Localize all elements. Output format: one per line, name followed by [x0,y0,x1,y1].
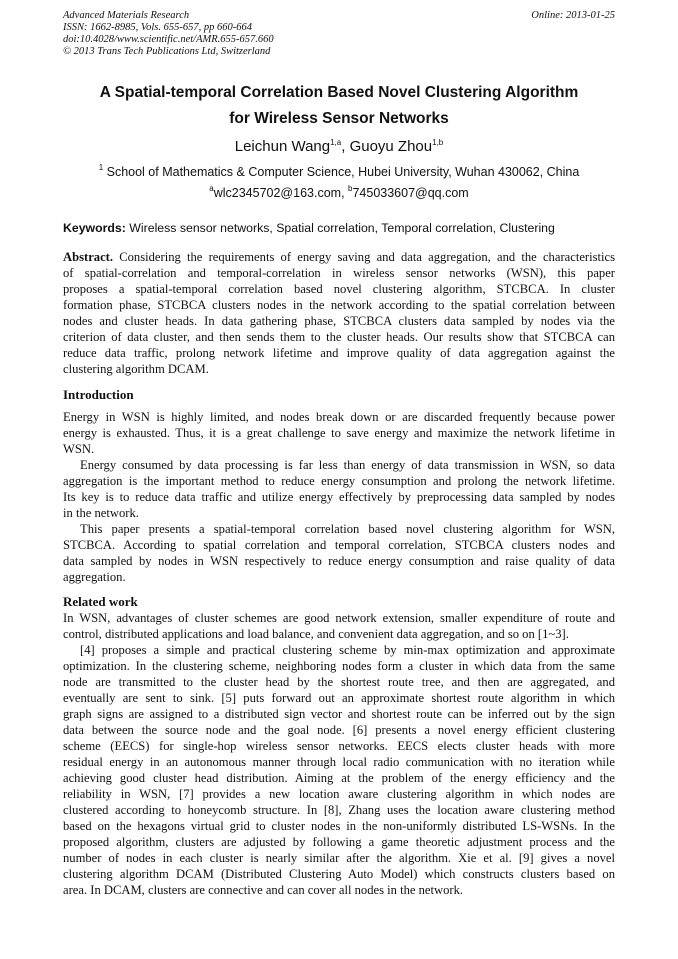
line-text: in the network. [63,506,139,520]
emails [0,184,678,200]
text-line [63,882,615,898]
introduction-heading: Introduction [63,387,134,402]
line-text: scheme (EECS) for single-hop wireless sensor networks. EECS elects cluster heads with more [63,739,615,753]
text-line [63,658,615,674]
text-line [63,754,615,770]
text-line [63,537,615,553]
line-text: residual energy in an autonomous manner through local radio communication with no iteration while [63,755,615,769]
email-b[interactable]: 745033607@qq.com [352,186,469,200]
author-sep: , [341,138,350,155]
online-date: Online: 2013-01-25 [531,10,615,21]
text-line [63,473,615,489]
line-text: aggregation is the important method to reduce energy consumption and prolong the network lifetime. [63,474,615,488]
text-line [63,361,615,377]
line-text: achieving good cluster head distribution. Aiming at the problem of the energy efficiency and the [63,771,615,785]
journal-header [63,10,274,58]
affil-sup: 1 [98,163,104,172]
text-line [63,834,615,850]
related-work-heading: Related work [63,594,138,609]
text-line [63,802,615,818]
line-text: eventually are sent to sink. [5] puts forward out an approximate shortest route algorithm in which [63,691,615,705]
text-line [63,610,615,626]
line-text: This paper presents a spatial-temporal correlation based novel clustering algorithm for WSN, [80,522,615,536]
line-text: Energy in WSN is highly limited, and nodes break down or are discarded frequently because power [63,410,615,424]
line-text: aggregation. [63,570,126,584]
text-line [63,409,615,425]
line-text: Its key is to reduce data traffic and utilize energy effectively by preprocessing data sampled by nodes [63,490,615,504]
affiliation-text: School of Mathematics & Computer Science, Hubei University, Wuhan 430062, China [103,165,580,179]
text-line [63,313,615,329]
title-line-1: A Spatial-temporal Correlation Based Novel Clustering Algorithm [99,84,579,101]
keywords-label: Keywords: [63,221,126,235]
journal-name: Advanced Materials Research [63,10,190,21]
text-line [63,674,615,690]
text-line [63,265,615,281]
author-1-sup: 1,a [330,138,342,147]
text-line [63,850,615,866]
line-text: data between the source node and the goal node. [6] presents a novel energy efficient clustering [63,723,615,737]
line-text: based on the hexagons virtual grid to cluster nodes in the non-uniformly distributed LS-WSNs. In the [63,819,615,833]
text-line [63,521,615,537]
line-text: graph signs are assigned to a distributed sign vector and shortest route can be inferred out by the sign [63,707,615,721]
keywords [63,221,555,235]
line-text: energy is exhausted. Thus, it is a great challenge to save energy and maximize the network lifetime in [63,426,615,440]
line-text: optimization. In the clustering scheme, neighboring nodes form a cluster in which data from the same [63,659,615,673]
text-line [63,425,615,441]
email-b-sup: b [348,184,353,193]
line-text: clustering algorithm DCAM. [63,362,209,376]
keywords-text: Wireless sensor networks, Spatial correlation, Temporal correlation, Clustering [125,221,555,235]
text-line [63,866,615,882]
line-text: area. In DCAM, clusters are connective and can cover all nodes in the network. [63,883,464,897]
related-work-body [63,610,615,898]
line-text: data sampled by nodes in WSN respectively to reduce energy consumption and raise quality of data [63,554,615,568]
line-text: clustered according to honeycomb structure. In [8], Zhang uses the location aware clustering method [63,803,615,817]
line-text: nodes and cluster heads. In data gathering phase, STCBCA clusters data sampled by nodes via the [63,314,615,328]
line-text: number of nodes in each cluster is nearly similar after the algorithm. Xie et al. [9] gives a novel [63,851,615,865]
title-line-2: for Wireless Sensor Networks [229,110,449,127]
line-text: reduce data traffic, prolong network lifetime and improve quality of data aggregation against the [63,346,615,360]
copyright: © 2013 Trans Tech Publications Ltd, Switzerland [63,46,271,57]
line-text: STCBCA. According to spatial correlation and temporal correlation, STCBCA clusters nodes and [63,538,615,552]
text-line [63,457,615,473]
issn: ISSN: 1662-8985, Vols. 655-657, pp 660-664 [63,22,252,33]
affiliation [0,163,678,179]
paper-title [0,80,678,132]
author-2: Guoyu Zhou [349,138,433,155]
abstract-label: Abstract. [63,250,114,264]
line-text: formation phase, STCBCA clusters nodes in the network according to the spatial correlation between [63,298,615,312]
line-text: clustering algorithm DCAM (Distributed Clustering Auto Model) which constructs clusters based on [63,867,615,881]
line-text: Considering the requirements of energy saving and data aggregation, and the characteristics [113,250,615,264]
line-text: In WSN, advantages of cluster schemes are good network extension, smaller expenditure of route and [63,611,615,625]
text-line [63,626,615,642]
text-line [63,553,615,569]
author-2-sup: 1,b [432,138,444,147]
text-line [63,441,615,457]
authors [0,138,678,155]
introduction-body [63,409,615,585]
line-text: node are transmitted to the cluster head by the shortest route tree, and then are aggregated, and [63,675,615,689]
text-line [63,281,615,297]
text-line [63,818,615,834]
line-text: proposed algorithm, clusters are adjusted by following a game theoretic adjustment process and the [63,835,615,849]
email-a[interactable]: wlc2345702@163.com, [213,186,349,200]
line-text: control, distributed applications and load balance, and convenient data aggregation, and so on [1~3]. [63,627,569,641]
line-text: proposes a spatial-temporal correlation based novel clustering algorithm, STCBCA. In cluster [63,282,615,296]
email-a-sup: a [209,184,214,193]
text-line [63,770,615,786]
doi: doi:10.4028/www.scientific.net/AMR.655-657.660 [63,34,274,45]
text-line [63,329,615,345]
text-line [63,297,615,313]
line-text: [4] proposes a simple and practical clustering scheme by min-max optimization and approximate [80,643,615,657]
line-text: criterion of data cluster, and then sends them to the cluster heads. Our results show that STCBCA can [63,330,615,344]
text-line [63,706,615,722]
text-line [63,505,615,521]
text-line [63,690,615,706]
text-line [63,722,615,738]
line-text: of spatial-correlation and temporal-correlation in wireless sensor networks (WSN), this paper [63,266,615,280]
line-text: Energy consumed by data processing is far less than energy of data transmission in WSN, so data [80,458,615,472]
abstract [63,249,615,377]
text-line [63,738,615,754]
line-text: WSN. [63,442,95,456]
author-1: Leichun Wang [234,138,331,155]
text-line [63,489,615,505]
line-text: reliability in WSN, [7] provides a new location aware clustering algorithm in which nodes are [63,787,615,801]
text-line [63,642,615,658]
text-line [63,345,615,361]
text-line [63,569,615,585]
text-line [63,786,615,802]
text-line [63,249,615,265]
